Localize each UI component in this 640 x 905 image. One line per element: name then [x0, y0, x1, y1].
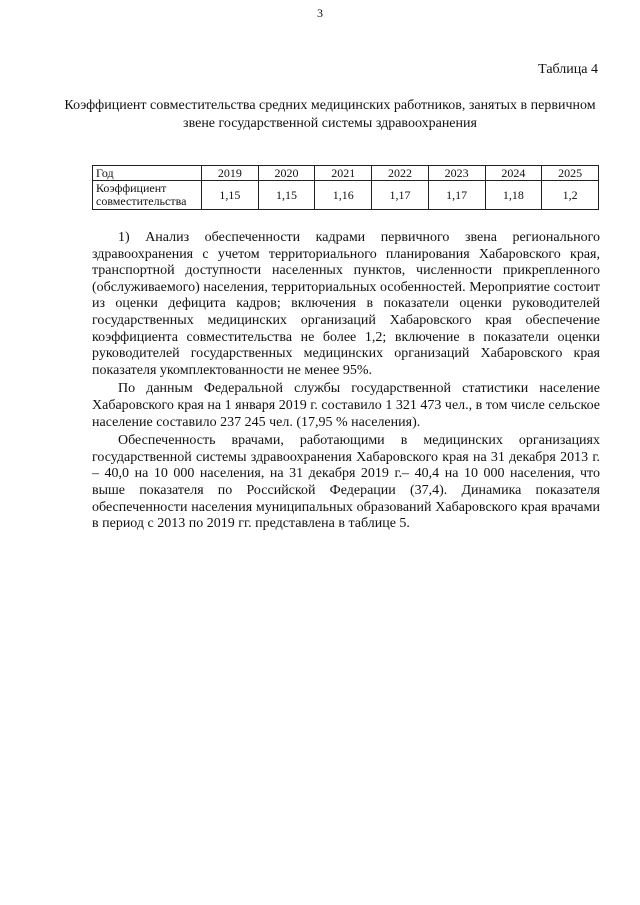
paragraph: Обеспеченность врачами, работающими в медицинских организациях государственной системы здравоохранения Хабаровского края на 31 декабря 2013 г. – 40,0 на 10 000 населения, на 31 декабря 2019 г.– 40,4 на 10 000 населения, что выше показателя по Российской Федерации (37,4). Динамика показателя обеспеченности населения муниципальных образований Хабаровского края врачами в период с 2013 по 2019 гг. представлена в таблице 5.	[92, 433, 600, 532]
year-cell: 2019	[202, 166, 259, 181]
year-cell: 2024	[485, 166, 542, 181]
paragraph: 1) Анализ обеспеченности кадрами первичного звена регионального здравоохранения с учетом территориального планирования Хабаровского края, транспортной доступности населенных пунктов, численности прикрепленного (обслуживаемого) населения, территориальных особенностей. Мероприятие состоит из оценки дефицита кадров; включения в показатели оценки руководителей государственных медицинских организаций Хабаровского края обеспечение коэффициента совместительства не более 1,2; включение в показатели оценки руководителей государственных медицинских организаций Хабаровского края показателя укомплектованности не менее 95%.	[92, 230, 600, 378]
year-cell: 2023	[428, 166, 485, 181]
table-value-row	[93, 181, 599, 210]
year-cell: 2021	[315, 166, 372, 181]
value-cell: 1,17	[428, 181, 485, 210]
coefficient-table	[92, 165, 599, 210]
row-label-cell: Коэффициент совместительства	[93, 181, 202, 210]
year-cell: 2020	[258, 166, 315, 181]
value-cell: 1,16	[315, 181, 372, 210]
value-cell: 1,15	[258, 181, 315, 210]
table-header-row	[93, 166, 599, 181]
paragraph: По данным Федеральной службы государственной статистики население Хабаровского края на 1 января 2019 г. составило 1 321 473 чел., в том числе сельское население составило 237 245 чел. (17,95 % населения).	[92, 381, 600, 430]
year-cell: 2022	[372, 166, 429, 181]
value-cell: 1,18	[485, 181, 542, 210]
header-label-cell: Год	[93, 166, 202, 181]
page-number: 3	[317, 6, 323, 20]
value-cell: 1,15	[202, 181, 259, 210]
table-caption: Таблица 4	[538, 62, 598, 77]
year-cell: 2025	[542, 166, 599, 181]
document-title: Коэффициент совместительства средних медицинских работников, занятых в первичном звене государственной системы здравоохранения	[64, 98, 596, 131]
body-text	[92, 230, 600, 535]
value-cell: 1,17	[372, 181, 429, 210]
value-cell: 1,2	[542, 181, 599, 210]
